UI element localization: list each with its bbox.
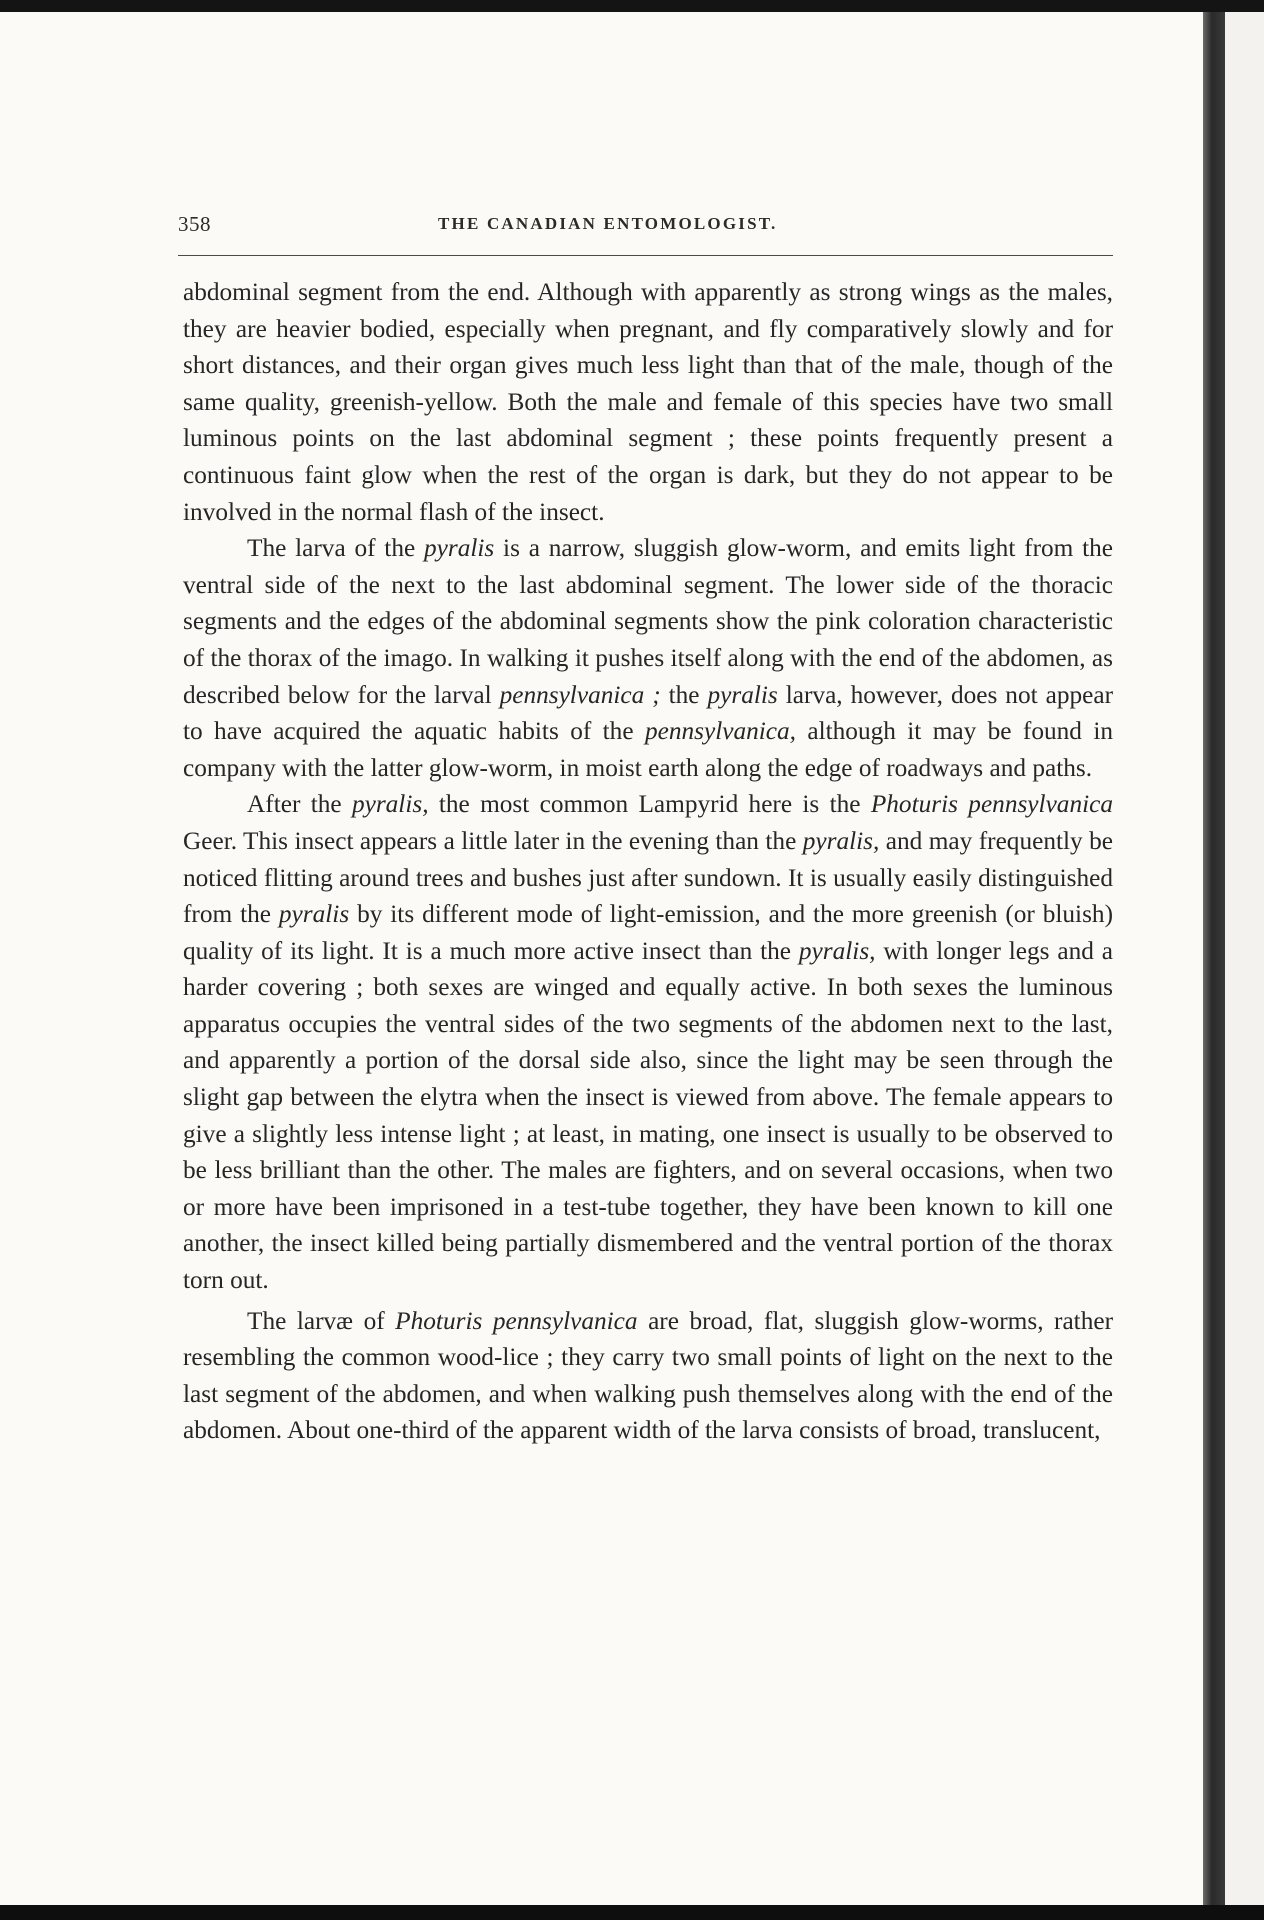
italic-term: Photuris pennsylvanica bbox=[395, 1306, 638, 1335]
paragraph: After the pyralis, the most common Lampyrid here is the Photuris pennsylvanica Geer. This insect appears a little later in the evening than the pyralis, and may frequently be noticed flitting around trees and bushes just after sundown. It is usually easily distinguished from the pyralis by its different mode of light-emission, and the more greenish (or bluish) quality of its light. It is a much more active insect than the pyralis, with longer legs and a harder covering ; both sexes are winged and equally active. In both sexes the luminous apparatus occupies the ventral sides of the two segments of the abdomen next to the last, and apparently a portion of the dorsal side also, since the light may be seen through the slight gap between the elytra when the insect is viewed from above. The female appears to give a slightly less intense light ; at least, in mating, one insect is usually to be observed to be less brilliant than the other. The males are fighters, and on several occasions, when two or more have been imprisoned in a test-tube together, they have been known to kill one another, the insect killed being partially dismembered and the ventral portion of the thorax torn out. bbox=[183, 790, 1114, 1295]
italic-term: pyralis, bbox=[798, 936, 876, 965]
book-spine-shadow bbox=[1203, 12, 1225, 1905]
italic-term: pyralis bbox=[707, 680, 778, 709]
header-rule bbox=[178, 255, 1113, 256]
italic-term: pennsylvanica ; bbox=[499, 680, 661, 709]
italic-term: pyralis, bbox=[351, 790, 429, 819]
page-header bbox=[178, 212, 1113, 242]
italic-term: pyralis bbox=[278, 900, 350, 929]
paragraph: The larva of the pyralis is a narrow, sluggish glow-worm, and emits light from the ventral side of the next to the last abdominal segment. The lower side of the thoracic segments and the edges of the abdominal segments show the pink coloration characteristic of the thorax of the imago. In walking it pushes itself along with the end of the abdomen, as described below for the larval pennsylvanica ; the pyralis larva, however, does not appear to have acquired the aquatic habits of the pennsylvanica, although it may be found in company with the latter glow-worm, in moist earth along the edge of roadways and paths. bbox=[183, 534, 1114, 782]
body-text bbox=[183, 274, 1113, 1449]
scan-border bbox=[0, 1905, 1264, 1920]
facing-page-edge bbox=[1225, 12, 1264, 1905]
italic-term: Photuris pennsylvanica bbox=[870, 790, 1113, 819]
paragraph: abdominal segment from the end. Although with apparently as strong wings as the males, they are heavier bodied, especially when pregnant, and fly comparatively slowly and for short distances, and their organ gives much less light than that of the male, though of the same quality, greenish-yellow. Both the male and female of this species have two small luminous points on the last abdominal segment ; these points frequently present a continuous faint glow when the rest of the organ is dark, but they do not appear to be involved in the normal flash of the insect. bbox=[183, 278, 1113, 526]
italic-term: pyralis bbox=[424, 534, 495, 563]
running-head: THE CANADIAN ENTOMOLOGIST. bbox=[438, 214, 778, 233]
paragraph: The larvæ of Photuris pennsylvanica are broad, flat, sluggish glow-worms, rather resembling the common wood-lice ; they carry two small points of light on the next to the last segment of the abdomen, and when walking push themselves along with the end of the abdomen. About one-third of the apparent width of the larva consists of broad, translucent, bbox=[183, 1306, 1114, 1445]
book-page bbox=[0, 12, 1203, 1905]
page-number: 358 bbox=[178, 212, 211, 236]
italic-term: pyralis, bbox=[802, 826, 880, 855]
italic-term: pennsylvanica, bbox=[644, 717, 796, 746]
